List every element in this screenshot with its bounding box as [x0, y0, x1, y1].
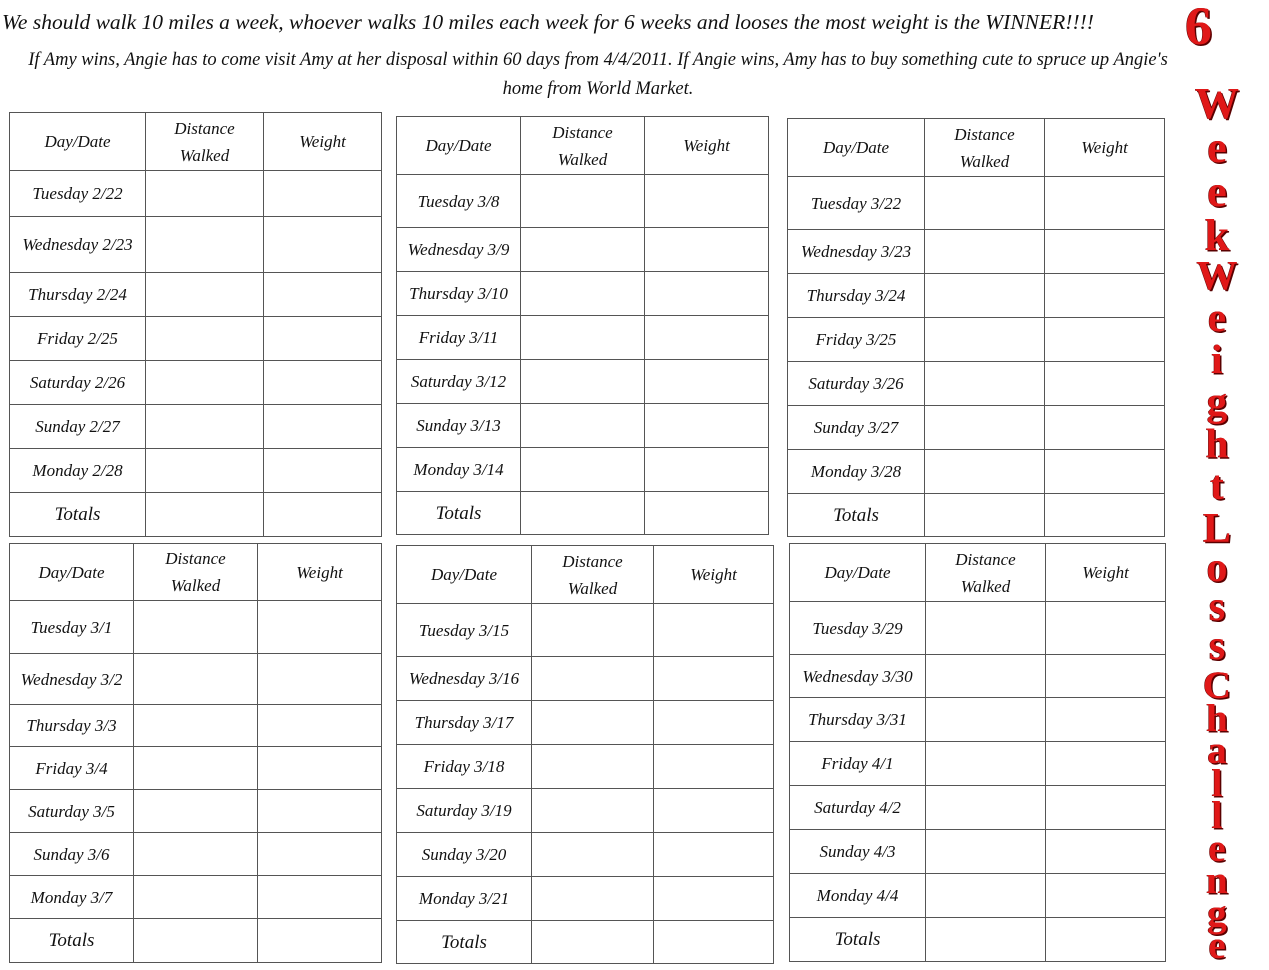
weight-cell[interactable] [264, 217, 382, 273]
column-header: Distance Walked [134, 544, 258, 601]
day-row [397, 228, 769, 272]
weight-cell[interactable] [1045, 450, 1165, 494]
distance-cell[interactable] [146, 317, 264, 361]
title-number: 6 [1185, 0, 1212, 56]
title-word-4: C h a l l e n g e [1202, 664, 1232, 967]
day-date-cell: Sunday 4/3 [790, 830, 926, 874]
distance-cell[interactable] [521, 360, 645, 404]
day-date-cell: Friday 3/18 [397, 745, 532, 789]
distance-cell[interactable] [134, 654, 258, 705]
day-date-cell: Wednesday 3/9 [397, 228, 521, 272]
weight-cell[interactable] [1045, 318, 1165, 362]
distance-cell[interactable] [146, 361, 264, 405]
day-date-cell: Saturday 3/12 [397, 360, 521, 404]
challenge-headline: We should walk 10 miles a week, whoever walks 10 miles each week for 6 weeks and looses the most weight is the WINNER!!!! [2, 10, 1094, 34]
weight-cell[interactable] [1046, 602, 1166, 655]
day-date-cell: Thursday 3/31 [790, 698, 926, 742]
day-date-cell: Tuesday 3/8 [397, 175, 521, 228]
totals-row [10, 493, 382, 537]
distance-cell[interactable] [926, 655, 1046, 698]
weight-cell[interactable] [1046, 874, 1166, 918]
distance-cell[interactable] [521, 272, 645, 316]
distance-cell[interactable] [925, 362, 1045, 406]
week-table-3 [787, 118, 1165, 537]
total-weight-cell[interactable] [1045, 494, 1165, 537]
weight-cell[interactable] [654, 701, 774, 745]
day-row [397, 272, 769, 316]
distance-cell[interactable] [532, 877, 654, 921]
day-row [788, 450, 1165, 494]
weight-cell[interactable] [1045, 274, 1165, 318]
distance-cell[interactable] [146, 171, 264, 217]
day-date-cell: Monday 3/7 [10, 876, 134, 919]
day-date-cell: Thursday 3/24 [788, 274, 925, 318]
totals-label: Totals [790, 918, 926, 962]
weight-cell[interactable] [1046, 655, 1166, 698]
distance-cell[interactable] [532, 657, 654, 701]
day-row [10, 747, 382, 790]
day-date-cell: Thursday 3/10 [397, 272, 521, 316]
week-table-6 [789, 543, 1166, 962]
day-date-cell: Monday 3/28 [788, 450, 925, 494]
totals-label: Totals [397, 492, 521, 535]
column-header: Distance Walked [146, 113, 264, 171]
day-date-cell: Sunday 3/6 [10, 833, 134, 876]
column-header: Weight [1046, 544, 1166, 602]
week-table-1 [9, 112, 382, 537]
day-date-cell: Saturday 3/26 [788, 362, 925, 406]
day-date-cell: Thursday 3/17 [397, 701, 532, 745]
weight-cell[interactable] [645, 316, 769, 360]
day-date-cell: Wednesday 3/30 [790, 655, 926, 698]
column-header: Day/Date [788, 119, 925, 177]
distance-cell[interactable] [521, 448, 645, 492]
totals-row [790, 918, 1166, 962]
distance-cell[interactable] [134, 833, 258, 876]
day-row [10, 705, 382, 747]
weight-cell[interactable] [1046, 698, 1166, 742]
column-header: Weight [654, 546, 774, 604]
day-row [397, 833, 774, 877]
day-row [10, 790, 382, 833]
day-date-cell: Wednesday 2/23 [10, 217, 146, 273]
total-weight-cell[interactable] [258, 919, 382, 963]
distance-cell[interactable] [134, 747, 258, 790]
distance-cell[interactable] [926, 602, 1046, 655]
day-date-cell: Monday 4/4 [790, 874, 926, 918]
day-row [397, 448, 769, 492]
day-date-cell: Saturday 2/26 [10, 361, 146, 405]
day-date-cell: Sunday 3/13 [397, 404, 521, 448]
weight-cell[interactable] [258, 654, 382, 705]
day-row [10, 876, 382, 919]
total-distance-cell[interactable] [146, 493, 264, 537]
day-date-cell: Friday 2/25 [10, 317, 146, 361]
distance-cell[interactable] [532, 833, 654, 877]
day-date-cell: Saturday 4/2 [790, 786, 926, 830]
weight-cell[interactable] [258, 747, 382, 790]
distance-cell[interactable] [521, 316, 645, 360]
weight-cell[interactable] [1046, 742, 1166, 786]
weight-cell[interactable] [258, 601, 382, 654]
weight-cell[interactable] [654, 877, 774, 921]
column-header: Weight [645, 117, 769, 175]
challenge-terms: If Amy wins, Angie has to come visit Amy at her disposal within 60 days from 4/4/2011. If Angie wins, Amy has to buy something cute to spruce up Angie's home from World Market. [28, 50, 1168, 99]
day-row [397, 789, 774, 833]
day-row [397, 701, 774, 745]
distance-cell[interactable] [146, 217, 264, 273]
totals-label: Totals [10, 493, 146, 537]
column-header: Weight [258, 544, 382, 601]
day-row [788, 230, 1165, 274]
totals-row [397, 492, 769, 535]
weight-cell[interactable] [645, 272, 769, 316]
day-row [790, 874, 1166, 918]
column-header: Day/Date [10, 544, 134, 601]
day-row [788, 406, 1165, 450]
challenge-title [1167, 0, 1267, 970]
weight-cell[interactable] [645, 404, 769, 448]
weight-cell[interactable] [645, 175, 769, 228]
day-row [397, 404, 769, 448]
totals-row [397, 921, 774, 964]
week-table-2 [396, 116, 769, 535]
day-date-cell: Monday 3/14 [397, 448, 521, 492]
total-distance-cell[interactable] [926, 918, 1046, 962]
distance-cell[interactable] [925, 230, 1045, 274]
distance-cell[interactable] [134, 790, 258, 833]
distance-cell[interactable] [521, 175, 645, 228]
total-weight-cell[interactable] [645, 492, 769, 535]
distance-cell[interactable] [521, 404, 645, 448]
day-row [790, 830, 1166, 874]
week-table-5 [396, 545, 774, 964]
weight-cell[interactable] [654, 604, 774, 657]
day-row [397, 604, 774, 657]
weight-cell[interactable] [258, 833, 382, 876]
day-date-cell: Saturday 3/5 [10, 790, 134, 833]
distance-cell[interactable] [134, 705, 258, 747]
day-row [790, 698, 1166, 742]
total-distance-cell[interactable] [521, 492, 645, 535]
day-date-cell: Monday 2/28 [10, 449, 146, 493]
weight-cell[interactable] [1045, 362, 1165, 406]
distance-cell[interactable] [146, 405, 264, 449]
day-row [788, 318, 1165, 362]
day-row [397, 316, 769, 360]
day-row [10, 273, 382, 317]
distance-cell[interactable] [926, 786, 1046, 830]
title-word-2: W e i g h t [1196, 252, 1238, 508]
column-header: Weight [264, 113, 382, 171]
day-date-cell: Tuesday 3/1 [10, 601, 134, 654]
day-row [788, 274, 1165, 318]
day-date-cell: Friday 3/4 [10, 747, 134, 790]
column-header: Distance Walked [926, 544, 1046, 602]
day-row [397, 175, 769, 228]
day-row [10, 449, 382, 493]
day-date-cell: Friday 4/1 [790, 742, 926, 786]
day-date-cell: Thursday 2/24 [10, 273, 146, 317]
title-word-3: L o s s [1202, 506, 1231, 669]
total-weight-cell[interactable] [264, 493, 382, 537]
day-date-cell: Sunday 3/20 [397, 833, 532, 877]
title-word-1: W e e k [1195, 79, 1239, 260]
weight-cell[interactable] [264, 273, 382, 317]
column-header: Day/Date [790, 544, 926, 602]
column-header: Distance Walked [521, 117, 645, 175]
distance-cell[interactable] [532, 789, 654, 833]
distance-cell[interactable] [926, 874, 1046, 918]
day-row [10, 654, 382, 705]
weight-cell[interactable] [645, 448, 769, 492]
day-row [10, 601, 382, 654]
day-row [788, 177, 1165, 230]
column-header: Distance Walked [925, 119, 1045, 177]
total-weight-cell[interactable] [654, 921, 774, 964]
week-table-4 [9, 543, 382, 963]
weight-cell[interactable] [1045, 406, 1165, 450]
day-row [397, 877, 774, 921]
distance-cell[interactable] [926, 830, 1046, 874]
day-row [10, 317, 382, 361]
column-header: Day/Date [10, 113, 146, 171]
weight-cell[interactable] [258, 790, 382, 833]
day-date-cell: Tuesday 3/22 [788, 177, 925, 230]
day-row [397, 657, 774, 701]
day-date-cell: Tuesday 3/29 [790, 602, 926, 655]
day-row [10, 217, 382, 273]
distance-cell[interactable] [925, 406, 1045, 450]
totals-label: Totals [10, 919, 134, 963]
day-row [790, 602, 1166, 655]
day-row [397, 360, 769, 404]
weight-cell[interactable] [264, 449, 382, 493]
totals-row [10, 919, 382, 963]
day-row [790, 655, 1166, 698]
day-row [788, 362, 1165, 406]
weight-cell[interactable] [258, 876, 382, 919]
column-header: Distance Walked [532, 546, 654, 604]
day-row [790, 786, 1166, 830]
distance-cell[interactable] [925, 274, 1045, 318]
day-row [790, 742, 1166, 786]
distance-cell[interactable] [532, 745, 654, 789]
distance-cell[interactable] [532, 701, 654, 745]
day-date-cell: Wednesday 3/16 [397, 657, 532, 701]
weight-cell[interactable] [645, 360, 769, 404]
weight-cell[interactable] [654, 745, 774, 789]
day-row [397, 745, 774, 789]
distance-cell[interactable] [925, 177, 1045, 230]
weight-cell[interactable] [1046, 786, 1166, 830]
day-date-cell: Friday 3/11 [397, 316, 521, 360]
total-distance-cell[interactable] [532, 921, 654, 964]
weight-cell[interactable] [1045, 230, 1165, 274]
day-row [10, 361, 382, 405]
weight-cell[interactable] [1045, 177, 1165, 230]
weight-cell[interactable] [1046, 830, 1166, 874]
weight-cell[interactable] [654, 657, 774, 701]
total-distance-cell[interactable] [134, 919, 258, 963]
weight-cell[interactable] [654, 833, 774, 877]
totals-label: Totals [788, 494, 925, 537]
totals-label: Totals [397, 921, 532, 964]
column-header: Day/Date [397, 117, 521, 175]
weight-cell[interactable] [264, 405, 382, 449]
day-date-cell: Saturday 3/19 [397, 789, 532, 833]
column-header: Day/Date [397, 546, 532, 604]
total-weight-cell[interactable] [1046, 918, 1166, 962]
weight-cell[interactable] [645, 228, 769, 272]
distance-cell[interactable] [146, 273, 264, 317]
totals-row [788, 494, 1165, 537]
day-date-cell: Tuesday 3/15 [397, 604, 532, 657]
distance-cell[interactable] [925, 450, 1045, 494]
day-date-cell: Wednesday 3/23 [788, 230, 925, 274]
day-row [10, 405, 382, 449]
total-distance-cell[interactable] [925, 494, 1045, 537]
day-date-cell: Wednesday 3/2 [10, 654, 134, 705]
weight-cell[interactable] [258, 705, 382, 747]
distance-cell[interactable] [532, 604, 654, 657]
distance-cell[interactable] [146, 449, 264, 493]
day-date-cell: Tuesday 2/22 [10, 171, 146, 217]
column-header: Weight [1045, 119, 1165, 177]
day-date-cell: Sunday 3/27 [788, 406, 925, 450]
distance-cell[interactable] [134, 601, 258, 654]
day-date-cell: Thursday 3/3 [10, 705, 134, 747]
weight-cell[interactable] [264, 317, 382, 361]
distance-cell[interactable] [134, 876, 258, 919]
weight-cell[interactable] [264, 171, 382, 217]
distance-cell[interactable] [521, 228, 645, 272]
day-date-cell: Sunday 2/27 [10, 405, 146, 449]
day-row [10, 171, 382, 217]
distance-cell[interactable] [926, 698, 1046, 742]
weight-cell[interactable] [264, 361, 382, 405]
day-row [10, 833, 382, 876]
day-date-cell: Friday 3/25 [788, 318, 925, 362]
distance-cell[interactable] [925, 318, 1045, 362]
day-date-cell: Monday 3/21 [397, 877, 532, 921]
distance-cell[interactable] [926, 742, 1046, 786]
weight-cell[interactable] [654, 789, 774, 833]
